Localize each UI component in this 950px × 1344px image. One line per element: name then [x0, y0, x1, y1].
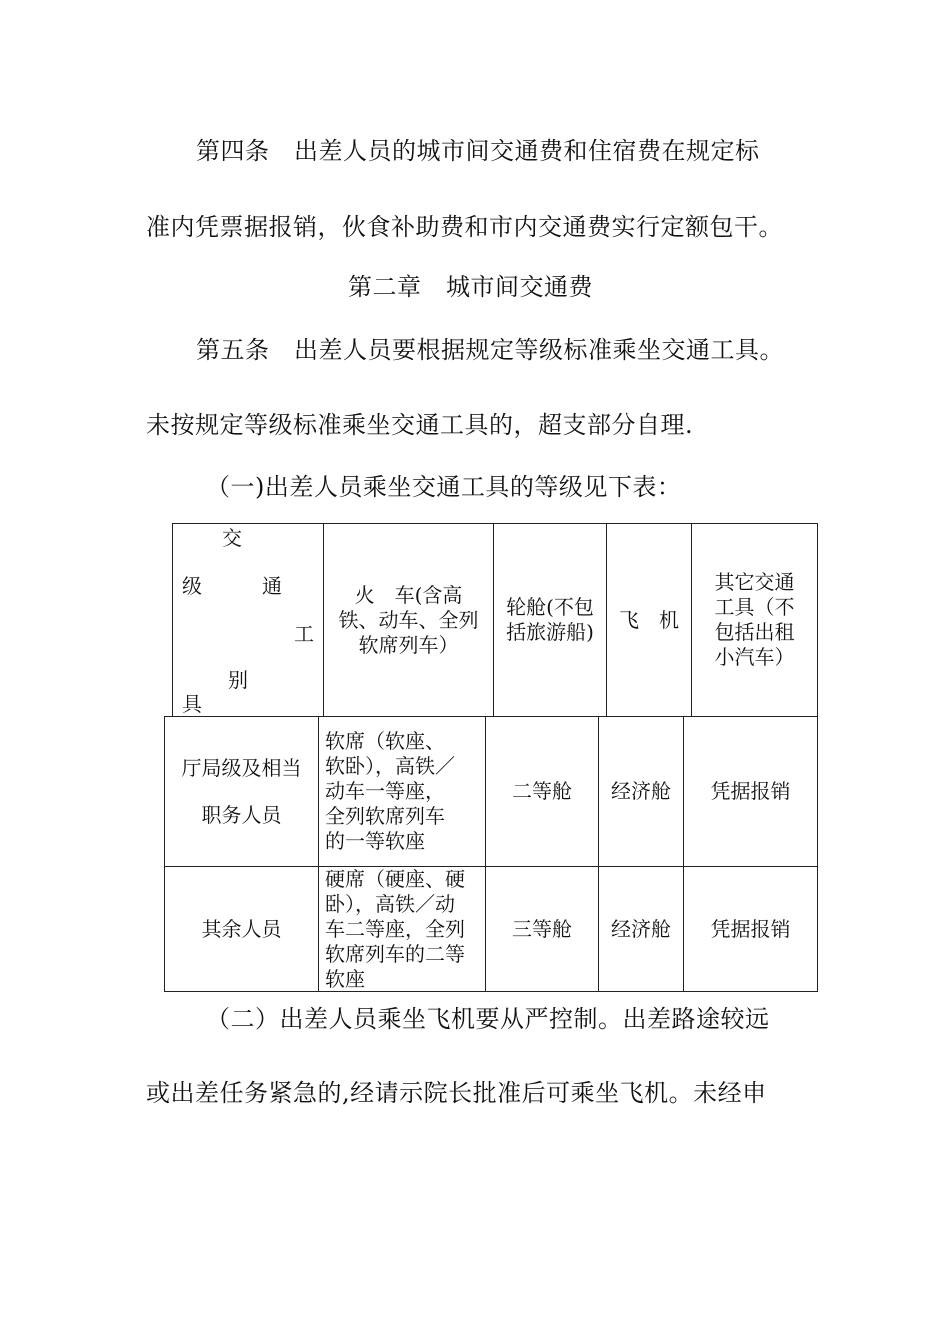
- header-corner-text: 具: [182, 692, 202, 716]
- item-1-text: （一)出差人员乘坐交通工具的等级见下表：: [206, 473, 682, 501]
- header-plane: 飞 机: [619, 607, 679, 632]
- row-1-other: 凭据报销: [710, 779, 791, 803]
- header-ship: 轮舱(不包括旅游船): [506, 595, 594, 644]
- header-corner-text: 级: [182, 574, 202, 598]
- row-2-grade: 其余人员: [201, 916, 282, 941]
- table-border: [817, 716, 818, 992]
- article-5-line-1: 第五条 出差人员要根据规定等级标准乘坐交通工具。: [196, 336, 784, 364]
- row-1-ship: 二等舱: [512, 779, 572, 803]
- table-border: [164, 991, 818, 992]
- header-corner-text: 交: [222, 526, 242, 550]
- item-2-line-1: （二）出差人员乘坐飞机要从严控制。出差路途较远: [206, 1005, 770, 1033]
- chapter-2-heading: 第二章 城市间交通费: [348, 273, 593, 301]
- item-2-line-2: 或出差任务紧急的,经请示院长批准后可乘坐飞机。未经申: [146, 1079, 767, 1107]
- row-1-plane: 经济舱: [611, 779, 671, 803]
- row-2-other: 凭据报销: [710, 916, 791, 941]
- table-border: [172, 523, 173, 716]
- header-train: 火 车(含高铁、动车、全列软席列车）: [338, 582, 479, 657]
- header-corner-text: 工: [294, 622, 314, 646]
- header-corner-text: 别: [228, 668, 248, 692]
- row-1-grade-line-2: 职务人员: [201, 802, 282, 827]
- table-border: [817, 523, 818, 716]
- article-5-line-2: 未按规定等级标准乘坐交通工具的，超支部分自理.: [146, 411, 694, 439]
- row-2-plane: 经济舱: [611, 916, 671, 941]
- row-2-ship: 三等舱: [512, 916, 572, 941]
- header-corner-text: 通: [262, 574, 282, 598]
- header-other: 其它交通工具（不包括出租小汽车）: [714, 570, 795, 669]
- row-1-grade: [165, 717, 318, 866]
- row-2-train: 硬席（硬座、硬卧），高铁／动车二等座，全列软席列车的二等软座: [325, 866, 465, 991]
- row-1-train: 软席（软座、软卧），高铁／动车一等座，全列软席列车的一等软座: [325, 729, 455, 853]
- row-1-grade-line-1: 厅局级及相当: [181, 755, 302, 780]
- article-4-line-1: 第四条 出差人员的城市间交通费和住宿费在规定标: [196, 137, 760, 165]
- article-4-line-2: 准内凭票据报销，伙食补助费和市内交通费实行定额包干。: [146, 213, 783, 241]
